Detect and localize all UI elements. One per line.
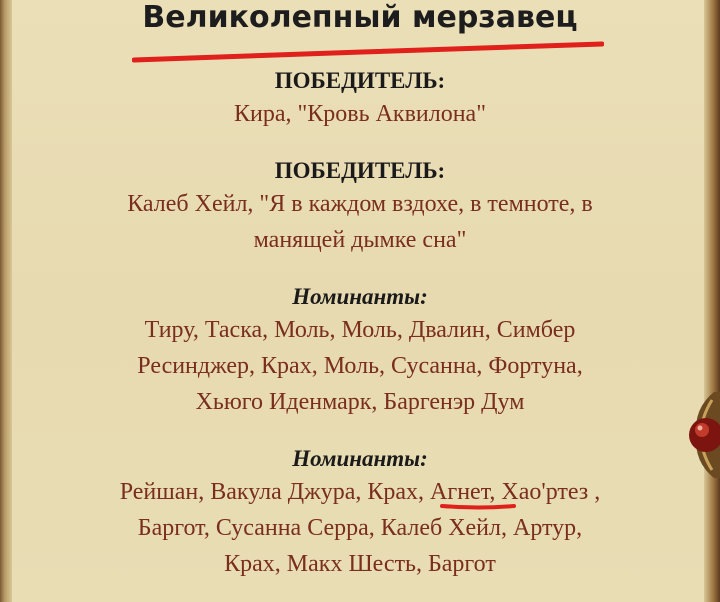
red-annotation-underline — [440, 500, 516, 512]
entry-line: Хьюго Иденмарк, Баргенэр Дум — [195, 389, 525, 415]
page-title: Великолепный мерзавец — [142, 0, 578, 35]
entry-line: Кира, "Кровь Аквилона" — [233, 101, 487, 127]
section-nominees-2 — [0, 444, 720, 582]
section-winner-1 — [0, 66, 720, 132]
entry-line: Крах, Макх Шесть, Баргот — [224, 551, 496, 577]
entry-line: Тиру, Таска, Моль, Моль, Двалин, Симбер — [144, 317, 576, 343]
red-annotation-underline — [132, 40, 604, 66]
entry-line: манящей дымке сна" — [253, 227, 467, 253]
section-winner-2 — [0, 156, 720, 258]
entry-line: Ресинджер, Крах, Моль, Сусанна, Фортуна, — [137, 353, 583, 379]
section-heading: Номинанты: — [292, 284, 428, 309]
section-nominees-1 — [0, 282, 720, 420]
entry-line: Калеб Хейл, "Я в каждом вздохе, в темноте, в — [127, 191, 593, 217]
section-heading: ПОБЕДИТЕЛЬ: — [274, 68, 446, 93]
entry-line: Рейшан, Вакула Джура, Крах, Агнет, Хао'ртез , — [119, 479, 601, 505]
entry-line: Баргот, Сусанна Серра, Калеб Хейл, Артур, — [137, 515, 583, 541]
section-heading: Номинанты: — [292, 446, 428, 471]
section-heading: ПОБЕДИТЕЛЬ: — [274, 158, 446, 183]
